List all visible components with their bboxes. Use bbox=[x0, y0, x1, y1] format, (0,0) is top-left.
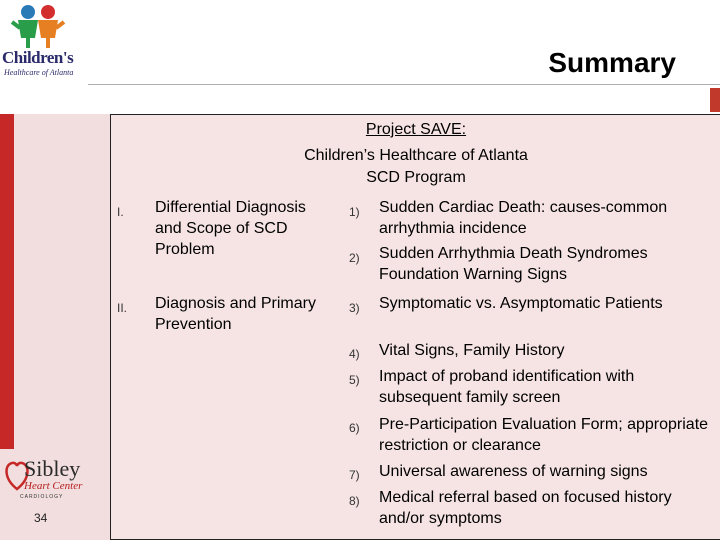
item-number: 4) bbox=[349, 347, 360, 361]
footer-logo-name: Sibley bbox=[24, 456, 81, 481]
item-number: 5) bbox=[349, 373, 360, 387]
item-number: 7) bbox=[349, 468, 360, 482]
footer-logo-sub: Heart Center bbox=[24, 480, 83, 492]
section-title: Diagnosis and Primary Prevention bbox=[155, 295, 316, 333]
list-item: Sudden Arrhythmia Death Syndromes Foundation Warning Signs bbox=[379, 245, 648, 283]
summary-table bbox=[110, 114, 720, 540]
header-divider bbox=[88, 84, 720, 85]
item-number: 1) bbox=[349, 205, 360, 219]
footer-logo-division: CARDIOLOGY bbox=[20, 494, 64, 500]
sidebar-accent bbox=[0, 114, 14, 449]
item-number: 3) bbox=[349, 301, 360, 315]
project-title: Project SAVE: bbox=[365, 121, 467, 138]
brand-subtitle: Healthcare of Atlanta bbox=[4, 68, 74, 77]
list-item: Impact of proband identification with subsequent family screen bbox=[379, 368, 635, 406]
list-item: Medical referral based on focused history and/or symptoms bbox=[379, 489, 672, 527]
page-number: 34 bbox=[34, 511, 48, 525]
item-number: 8) bbox=[349, 494, 360, 508]
list-item: Vital Signs, Family History bbox=[379, 342, 565, 359]
accent-bar bbox=[710, 88, 720, 112]
slide-title: Summary bbox=[548, 47, 676, 78]
list-item: Universal awareness of warning signs bbox=[379, 463, 648, 480]
section-title: Differential Diagnosis and Scope of SCD Problem bbox=[155, 199, 306, 258]
brand-name: Children's bbox=[2, 48, 74, 67]
program-name: SCD Program bbox=[366, 169, 466, 186]
section-number: I. bbox=[117, 205, 124, 219]
list-item: Symptomatic vs. Asymptomatic Patients bbox=[379, 295, 663, 312]
list-item: Pre-Participation Evaluation Form; appropriate restriction or clearance bbox=[379, 416, 709, 454]
list-item: Sudden Cardiac Death: causes-common arrhythmia incidence bbox=[379, 199, 668, 237]
section-number: II. bbox=[117, 301, 128, 315]
item-number: 2) bbox=[349, 251, 360, 265]
organization-name: Children’s Healthcare of Atlanta bbox=[304, 147, 528, 164]
item-number: 6) bbox=[349, 421, 360, 435]
